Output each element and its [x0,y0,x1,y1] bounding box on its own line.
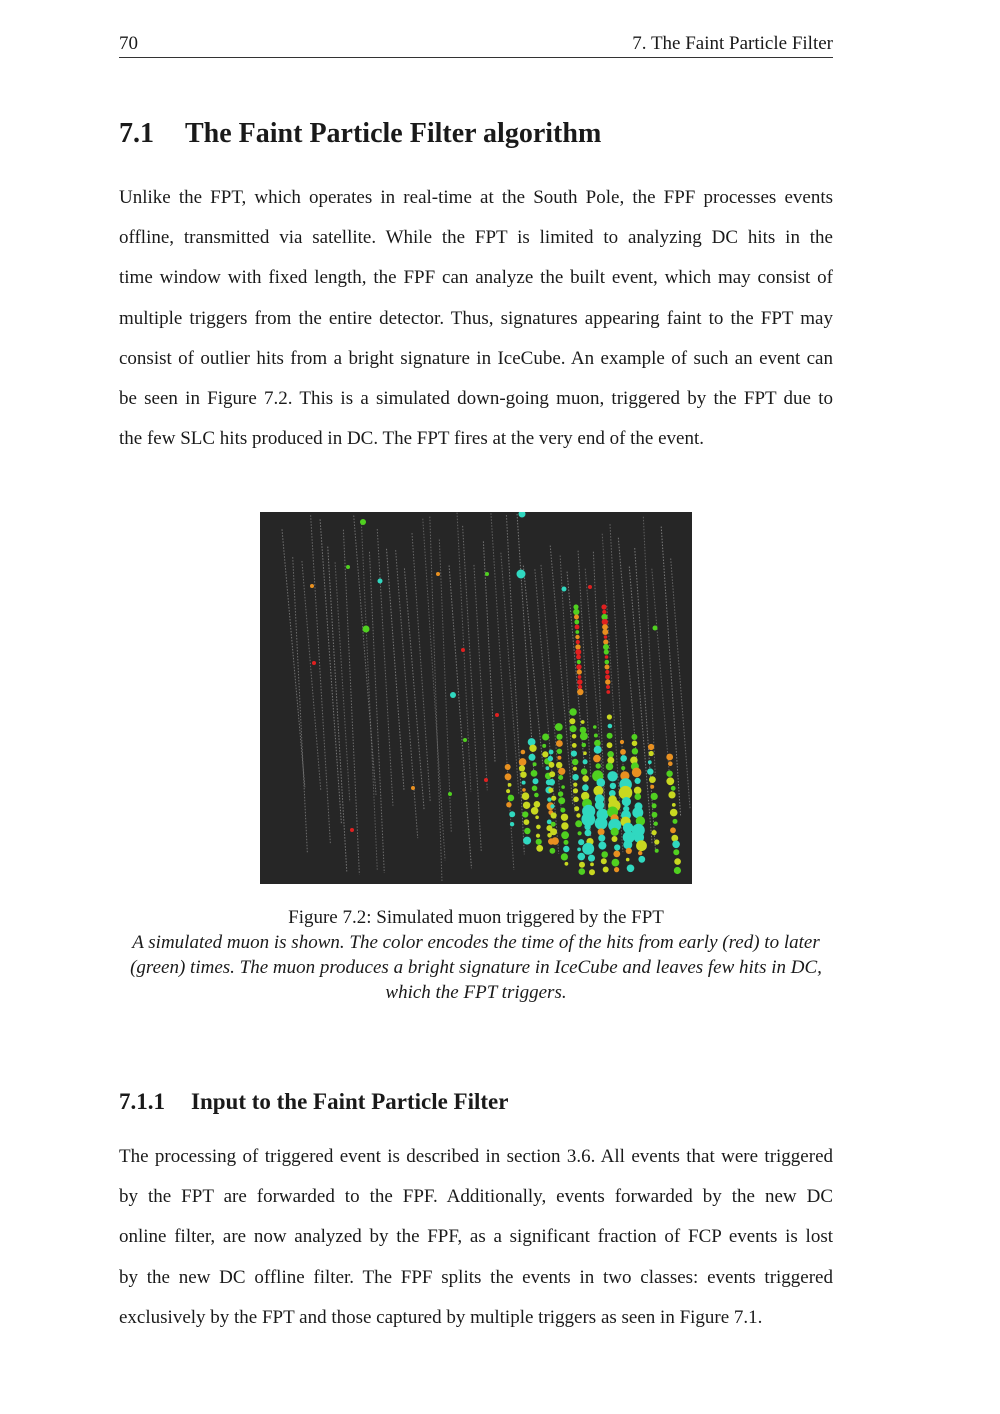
dom-hit [582,775,588,781]
dom-hit [519,758,527,766]
paragraph-line: exclusively by the FPT and those captured by multiple triggers as seen in Figure 7.1. [119,1306,763,1328]
dom-hit [573,783,577,787]
dom-hit [590,863,594,867]
dom-hit [573,604,578,609]
dom-hit [571,751,577,757]
dom-hit [522,811,528,817]
dom-hit [605,675,610,680]
dom-hit [573,767,577,771]
dom-hit [635,793,642,800]
dom-hit [548,779,555,786]
dom-hit [448,792,452,796]
dom-hit [536,825,541,830]
dom-hit [574,615,579,620]
dom-hit [557,756,561,760]
dom-hit [666,777,674,785]
subsection-heading [119,1087,508,1117]
detector-string [474,565,487,790]
dom-hit [576,813,580,817]
dom-hit [605,665,610,670]
dom-hit [533,762,537,766]
dom-hit [561,831,569,839]
paragraph-line: online filter, are now analyzed by the FPF, as a significant fraction of FCP events is lost [119,1226,833,1248]
dom-hit [668,761,673,766]
dom-hit [623,840,632,849]
dom-hit [603,644,609,650]
dom-hit [670,827,676,833]
dom-hit [607,751,614,758]
dom-hit [621,766,625,770]
detector-string [302,561,321,791]
dom-hit [546,766,550,770]
dom-hit [548,756,553,761]
dom-hit [620,749,626,755]
dom-hit [529,754,536,761]
dom-hit [536,845,543,852]
dom-hit [614,844,620,850]
dom-hit [575,625,580,630]
dom-hit [584,824,590,830]
dom-hit [654,839,659,844]
dom-hit [578,839,584,845]
paragraph-intro [119,178,833,459]
dom-hit [561,785,565,789]
running-head [119,31,833,58]
dom-hit [450,692,456,698]
event-display-figure [260,512,692,884]
dom-hit [461,648,465,652]
dom-hit [575,635,579,639]
dom-hit [579,862,585,868]
dom-hit [572,743,577,748]
dom-hit [583,751,587,755]
dom-hit [505,773,512,780]
dom-hit [572,734,577,739]
dom-hit [594,740,601,747]
dom-hit [524,819,530,825]
section-title: The Faint Particle Filter algorithm [185,118,602,149]
dom-hit [528,738,536,746]
dom-hit [647,768,653,774]
paragraph-line: by the new DC offline filter. The FPF splits the events in two classes: events triggered [119,1266,833,1288]
dom-hit [533,778,539,784]
detector-string [463,526,482,851]
dom-hit [531,807,539,815]
dom-hit [606,763,614,771]
dom-hit [636,840,647,851]
dom-hit [632,768,642,778]
dom-hit [593,725,597,729]
dom-hit [578,685,582,689]
dom-hit [519,512,526,518]
dom-hit [536,834,540,838]
dom-hit [549,771,555,777]
detector-string [343,530,359,875]
detector-string [430,517,442,882]
dom-hit [523,802,530,809]
dom-hit [585,830,592,837]
dom-hit [574,620,579,625]
dom-hit [602,629,608,635]
dom-hit [612,836,618,842]
dom-hit [595,817,608,830]
dom-hit [635,778,641,784]
dom-hit [542,744,546,748]
dom-hit [631,734,637,740]
dom-hit [672,841,680,849]
dom-hit [601,858,607,864]
detector-string [404,568,424,809]
dom-hit [654,822,658,826]
dom-hit [653,626,658,631]
dom-hit [607,757,614,764]
dom-hit [522,788,526,792]
dom-hit [606,685,610,689]
dom-hit [550,828,557,835]
dom-hit [510,822,514,826]
dom-hit [547,797,551,801]
dom-hit [573,788,578,793]
dom-hit [506,802,511,807]
dom-hit [495,713,499,717]
dom-hit [666,771,672,777]
dom-hit [506,789,510,793]
dom-hit [551,796,556,801]
dom-hit [620,755,627,762]
dom-hit [509,811,515,817]
paragraph-line: the few SLC hits produced in DC. The FPT fires at the very end of the event. [119,428,705,450]
dom-hit [655,849,659,853]
detector-string [361,524,377,871]
dom-hit [620,740,624,744]
subsection-number: 7.1.1 [119,1089,165,1114]
dom-hit [626,848,632,854]
detector-string [439,539,451,833]
dom-hit [558,797,565,804]
dom-hit [463,738,467,742]
figure-caption-title: Figure 7.2: Simulated muon triggered by the FPT [288,907,664,928]
dom-hit [555,723,563,731]
dom-hit [378,579,383,584]
dom-hit [603,639,608,644]
dom-hit [614,867,619,872]
dom-hit [666,754,673,761]
dom-hit [671,835,678,842]
dom-hit [594,734,598,738]
dom-hit [560,808,565,813]
dom-hit [577,848,581,852]
chapter-title: 7. The Faint Particle Filter [632,33,833,54]
detector-string [320,519,341,823]
dom-hit [581,768,587,774]
dom-hit [523,837,531,845]
dom-hit [350,828,354,832]
paragraph-line: time window with fixed length, the FPF can analyze the built event, which may consist of [119,267,833,289]
dom-hit [602,610,606,614]
dom-hit [522,792,530,800]
dom-hit [573,797,579,803]
dom-hit [548,788,553,793]
dom-hit [593,786,603,796]
dom-hit [607,733,613,739]
dom-hit [648,744,654,750]
dom-hit [524,828,530,834]
dom-hit [595,801,604,810]
dom-hit [551,812,557,818]
dom-hit [610,783,616,789]
dom-hit [534,801,541,808]
dom-hit [580,732,588,740]
dom-hit [596,763,601,768]
dom-hit [575,630,579,634]
dom-hit [605,660,610,665]
caption-line: (green) times. The muon produces a bright signature in IceCube and leaves few hits in DC, [130,957,822,978]
dom-hit [583,759,588,764]
dom-hit [672,803,676,807]
dom-hit [607,771,617,781]
dom-hit [556,762,562,768]
dom-hit [562,587,567,592]
dom-hit [508,795,515,802]
dom-hit [310,584,314,588]
dom-hit [581,720,585,724]
dom-hit [638,856,645,863]
dom-hit [505,764,511,770]
detector-string [377,529,393,806]
detector-string [293,557,308,852]
dom-hit [520,772,526,778]
dom-hit [521,750,526,755]
dom-hit [360,519,366,525]
dom-hit [549,762,555,768]
dom-hit [556,740,563,747]
subsection-title: Input to the Faint Particle Filter [191,1089,509,1114]
dom-hit [668,791,675,798]
detector-string [629,567,652,844]
dom-hit [575,644,580,649]
paragraph-line: Unlike the FPT, which operates in real-time at the South Pole, the FPF processes events [119,187,833,208]
dom-hit [638,851,642,855]
dom-hit [312,661,316,665]
dom-hit [557,749,562,754]
dom-hit [605,655,609,659]
dom-hit [652,803,657,808]
dom-hit [561,822,568,829]
dom-hit [578,831,582,835]
dom-hit [626,858,630,862]
figure-caption-body [115,930,837,1005]
detector-string [449,565,471,868]
page-number: 70 [119,33,138,54]
dom-hit [601,851,608,858]
caption-line: which the FPT triggers. [385,982,567,1003]
dom-hit [611,828,619,836]
dom-hit [593,755,601,763]
dom-hit [632,748,638,754]
dom-hit [576,655,581,660]
dom-hit [576,664,581,669]
dom-hit [517,570,526,579]
dom-hit [577,669,582,674]
detector-string [457,513,471,792]
dom-hit [589,869,595,875]
dom-hit [532,786,538,792]
dom-hit [588,585,592,589]
dom-hit [652,830,657,835]
detector-string [652,569,670,785]
dom-hit [561,853,568,860]
paragraph-line: offline, transmitted via satellite. While the FPT is limited to analyzing DC hits in the [119,227,833,249]
dom-hit [363,626,370,633]
dom-hit [605,679,610,684]
paragraph-line: by the FPT are forwarded to the FPF. Additionally, events forwarded by the new DC [119,1186,833,1208]
dom-hit [612,859,620,867]
dom-hit [605,670,609,674]
caption-line: A simulated muon is shown. The color encodes the time of the hits from early (red) to later [132,932,820,953]
dom-hit [436,572,440,576]
dom-hit [604,649,609,654]
dom-hit [542,751,548,757]
dom-hit [558,775,563,780]
dom-hit [550,848,556,854]
dom-hit [485,572,489,576]
dom-hit [577,679,582,684]
dom-hit [649,776,656,783]
dom-hit [575,649,581,655]
dom-hit [632,807,643,818]
dom-hit [551,837,559,845]
dom-hit [551,822,556,827]
dom-hit [577,689,583,695]
paragraph-line: The processing of triggered event is described in section 3.6. All events that were triggered [119,1146,833,1167]
detector-string [311,515,331,844]
dom-hit [578,675,582,679]
dom-hit [508,783,512,787]
dom-hit [558,791,563,796]
dom-hit [674,858,681,865]
dom-hit [565,862,569,866]
dom-hit [519,765,525,771]
paragraph-line: multiple triggers from the entire detector. Thus, signatures appearing faint to the FPT may [119,307,833,329]
dom-hit [674,867,681,874]
dom-hit [564,840,569,845]
dom-hit [588,855,595,862]
dom-hit [569,708,576,715]
detector-string [412,533,430,802]
dom-hit [627,865,635,873]
dom-hit [582,743,587,748]
dom-hit [484,778,488,782]
paragraph-line: be seen in Figure 7.2. This is a simulated down-going muon, triggered by the FPT due to [119,387,833,409]
dom-hit [648,760,652,764]
section-heading [119,116,601,152]
detector-string [523,566,543,767]
dom-hit [598,828,605,835]
dom-hit [651,793,658,800]
dom-hit [534,793,539,798]
dom-hit [607,742,613,748]
dom-hit [673,819,678,824]
dom-hit [535,816,539,820]
dom-hit [574,806,579,811]
dom-hit [597,778,606,787]
dom-hit [671,786,676,791]
dom-hit [613,851,620,858]
dom-hit [561,814,568,821]
detector-string [535,569,559,854]
detector-string [387,549,404,790]
dom-hit [522,781,526,785]
dom-hit [608,724,613,729]
dom-hit [563,846,569,852]
dom-hit [652,812,658,818]
dom-hit [575,820,582,827]
dom-hit [411,786,415,790]
dom-hit [606,690,610,694]
dom-hit [577,660,581,664]
detector-string [423,519,445,861]
dom-hit [572,774,578,780]
dom-hit [346,565,350,569]
dom-hit [531,770,538,777]
detector-string [643,517,655,775]
dom-hit [598,835,605,842]
dom-hit [536,839,542,845]
dom-hit [529,745,536,752]
dom-hit [634,787,642,795]
detector-string [282,529,305,787]
detector-string [671,558,690,809]
dom-hit [673,849,679,855]
dom-hit [607,714,612,719]
dom-hit [604,635,608,639]
dom-hit [579,868,586,875]
dom-hit [582,784,589,791]
section-number: 7.1 [119,118,154,149]
dom-hit [582,843,594,855]
dom-hit [650,785,654,789]
dom-hit [632,741,638,747]
dom-hit [598,842,606,850]
dom-hit [670,809,678,817]
dom-hit [594,746,602,754]
dom-hit [556,734,562,740]
event-display-image [260,512,692,884]
dom-hit [649,751,654,756]
detector-string [369,552,384,873]
paragraph-input [119,1137,833,1338]
dom-hit [558,768,565,775]
dom-hit [603,867,609,873]
dom-hit [578,853,586,861]
detector-string [501,553,519,794]
dom-hit [576,640,580,644]
dom-hit [569,718,575,724]
dom-hit [572,759,578,765]
dom-hit [570,725,577,732]
detector-string [354,516,376,795]
dom-hit [549,750,554,755]
dom-hit [601,604,606,609]
dom-hit [550,804,554,808]
paragraph-line: consist of outlier hits from a bright signature in IceCube. An example of such an event can [119,347,833,369]
dom-hit [542,734,549,741]
dom-hit [573,609,579,615]
dom-hit [622,797,631,806]
